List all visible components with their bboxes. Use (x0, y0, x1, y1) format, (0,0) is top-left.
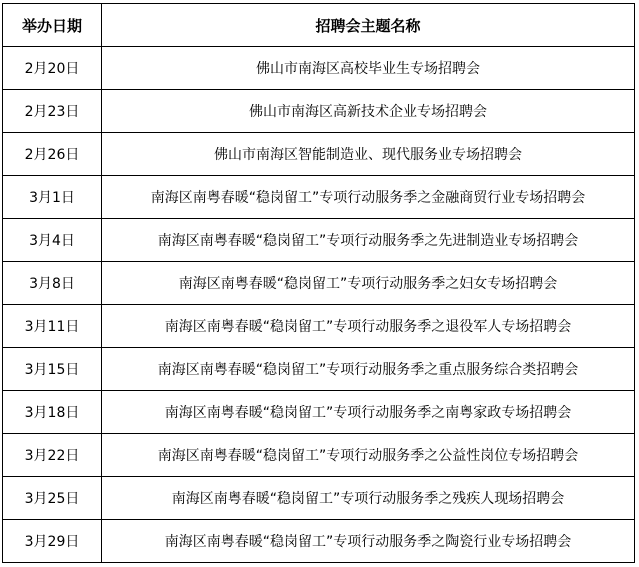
table-row (3, 262, 635, 305)
event-name: 南海区南粤春暖“稳岗留工”专项行动服务季之陶瓷行业专场招聘会 (102, 520, 635, 563)
event-name: 佛山市南海区智能制造业、现代服务业专场招聘会 (102, 133, 635, 176)
event-date: 3月1日 (3, 176, 102, 219)
table-row (3, 305, 635, 348)
event-name: 佛山市南海区高校毕业生专场招聘会 (102, 47, 635, 90)
table-row (3, 520, 635, 563)
event-name: 佛山市南海区高新技术企业专场招聘会 (102, 90, 635, 133)
event-date: 3月29日 (3, 520, 102, 563)
event-name: 南海区南粤春暖“稳岗留工”专项行动服务季之金融商贸行业专场招聘会 (102, 176, 635, 219)
event-date: 3月15日 (3, 348, 102, 391)
event-date: 3月11日 (3, 305, 102, 348)
table-row (3, 90, 635, 133)
table-row (3, 434, 635, 477)
event-name: 南海区南粤春暖“稳岗留工”专项行动服务季之妇女专场招聘会 (102, 262, 635, 305)
table-header-row (3, 4, 635, 47)
event-date: 3月4日 (3, 219, 102, 262)
event-date: 2月23日 (3, 90, 102, 133)
event-name: 南海区南粤春暖“稳岗留工”专项行动服务季之重点服务综合类招聘会 (102, 348, 635, 391)
event-date: 2月20日 (3, 47, 102, 90)
event-date: 3月22日 (3, 434, 102, 477)
table-row (3, 477, 635, 520)
event-name: 南海区南粤春暖“稳岗留工”专项行动服务季之退役军人专场招聘会 (102, 305, 635, 348)
table-row (3, 391, 635, 434)
job-fair-schedule-table (2, 3, 635, 563)
event-name: 南海区南粤春暖“稳岗留工”专项行动服务季之先进制造业专场招聘会 (102, 219, 635, 262)
table-row (3, 133, 635, 176)
table-row (3, 47, 635, 90)
column-header-date: 举办日期 (3, 4, 102, 47)
event-name: 南海区南粤春暖“稳岗留工”专项行动服务季之南粤家政专场招聘会 (102, 391, 635, 434)
event-name: 南海区南粤春暖“稳岗留工”专项行动服务季之公益性岗位专场招聘会 (102, 434, 635, 477)
event-date: 3月18日 (3, 391, 102, 434)
table-row (3, 176, 635, 219)
event-name: 南海区南粤春暖“稳岗留工”专项行动服务季之残疾人现场招聘会 (102, 477, 635, 520)
event-date: 3月25日 (3, 477, 102, 520)
table-row (3, 348, 635, 391)
event-date: 2月26日 (3, 133, 102, 176)
event-date: 3月8日 (3, 262, 102, 305)
table-row (3, 219, 635, 262)
column-header-name: 招聘会主题名称 (102, 4, 635, 47)
